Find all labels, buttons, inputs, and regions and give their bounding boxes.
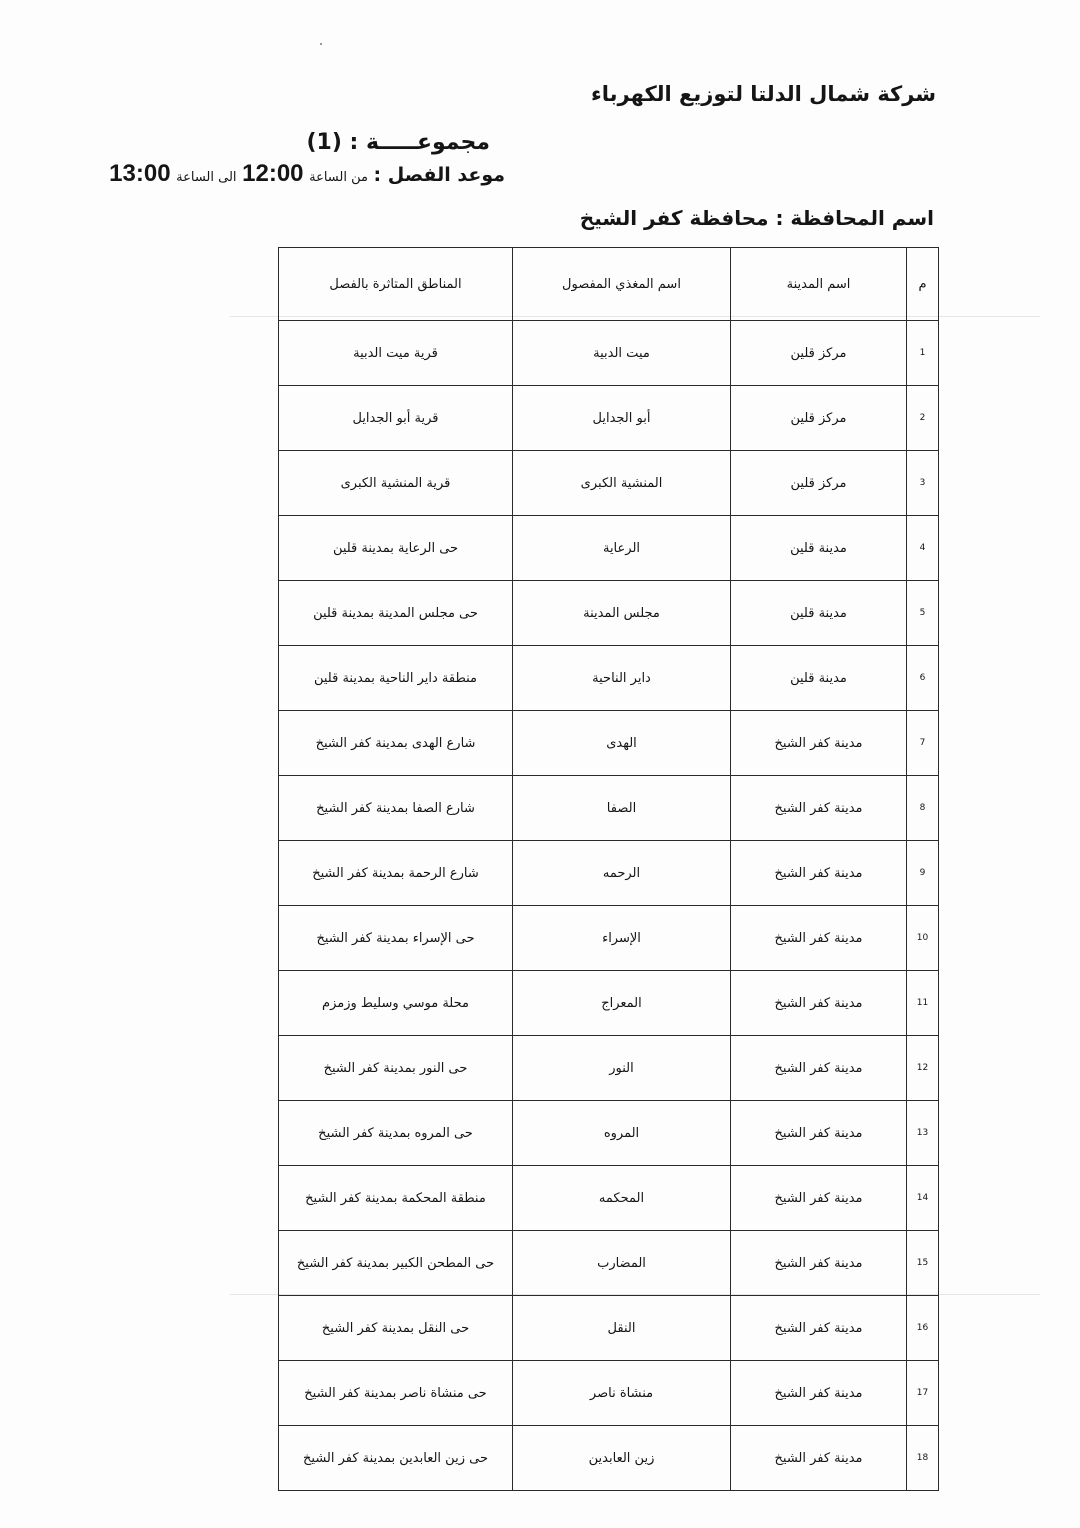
outage-table [278,247,939,1491]
row-feeder: المحكمه [513,1166,731,1231]
table-row [279,1101,939,1166]
table-row [279,581,939,646]
row-affected-areas: شارع الهدى بمدينة كفر الشيخ [279,711,513,776]
row-index: 17 [907,1361,939,1426]
row-city: مركز قلين [731,386,907,451]
row-feeder: المروه [513,1101,731,1166]
row-index: 14 [907,1166,939,1231]
row-index: 9 [907,841,939,906]
row-city: مدينة كفر الشيخ [731,1361,907,1426]
row-affected-areas: حى النور بمدينة كفر الشيخ [279,1036,513,1101]
row-city: مدينة كفر الشيخ [731,1036,907,1101]
from-time: 12:00 [242,160,304,187]
table-row [279,386,939,451]
row-feeder: زين العابدين [513,1426,731,1491]
row-index: 16 [907,1296,939,1361]
table-row [279,1361,939,1426]
row-city: مركز قلين [731,321,907,386]
group-label: مجموعـــــة : (1) [306,130,490,155]
row-feeder: الرحمه [513,841,731,906]
to-label: الى الساعة [176,170,237,185]
row-city: مدينة كفر الشيخ [731,906,907,971]
to-time: 13:00 [109,160,171,187]
row-index: 3 [907,451,939,516]
header-affected-areas: المناطق المتاثرة بالفصل [279,248,513,321]
row-city: مدينة كفر الشيخ [731,841,907,906]
scan-speck [320,43,322,45]
row-city: مدينة قلين [731,581,907,646]
row-index: 7 [907,711,939,776]
row-affected-areas: محلة موسي وسليط وزمزم [279,971,513,1036]
row-index: 4 [907,516,939,581]
header-feeder: اسم المغذي المفصول [513,248,731,321]
row-feeder: أبو الجدايل [513,386,731,451]
company-name: شركة شمال الدلتا لتوزيع الكهرباء [591,82,936,106]
cutoff-time-line [109,160,505,188]
row-index: 12 [907,1036,939,1101]
row-feeder: الرعاية [513,516,731,581]
row-index: 5 [907,581,939,646]
row-feeder: المعراج [513,971,731,1036]
row-index: 2 [907,386,939,451]
table-body [279,321,939,1491]
row-affected-areas: حى الرعاية بمدينة قلين [279,516,513,581]
table-row [279,971,939,1036]
row-affected-areas: حى المطحن الكبير بمدينة كفر الشيخ [279,1231,513,1296]
table-row [279,516,939,581]
from-label: من الساعة [309,170,368,185]
row-feeder: المضارب [513,1231,731,1296]
row-city: مدينة كفر الشيخ [731,1166,907,1231]
table-row [279,711,939,776]
row-index: 13 [907,1101,939,1166]
row-affected-areas: قرية أبو الجدايل [279,386,513,451]
row-city: مدينة كفر الشيخ [731,711,907,776]
row-feeder: المنشية الكبرى [513,451,731,516]
row-index: 8 [907,776,939,841]
table-row [279,776,939,841]
row-feeder: مجلس المدينة [513,581,731,646]
table-row [279,1036,939,1101]
row-city: مركز قلين [731,451,907,516]
row-city: مدينة كفر الشيخ [731,1231,907,1296]
row-affected-areas: حى منشاة ناصر بمدينة كفر الشيخ [279,1361,513,1426]
row-city: مدينة قلين [731,646,907,711]
table-row [279,841,939,906]
row-city: مدينة كفر الشيخ [731,776,907,841]
table-row [279,321,939,386]
row-affected-areas: شارع الصفا بمدينة كفر الشيخ [279,776,513,841]
row-index: 11 [907,971,939,1036]
row-feeder: الهدى [513,711,731,776]
row-affected-areas: منطقة داير الناحية بمدينة قلين [279,646,513,711]
row-affected-areas: حى مجلس المدينة بمدينة قلين [279,581,513,646]
row-index: 15 [907,1231,939,1296]
header-index: م [907,248,939,321]
row-index: 6 [907,646,939,711]
row-feeder: منشاة ناصر [513,1361,731,1426]
row-affected-areas: حى النقل بمدينة كفر الشيخ [279,1296,513,1361]
row-index: 1 [907,321,939,386]
row-feeder: النور [513,1036,731,1101]
row-affected-areas: منطقة المحكمة بمدينة كفر الشيخ [279,1166,513,1231]
table-row [279,646,939,711]
row-feeder: الصفا [513,776,731,841]
governorate-label: اسم المحافظة : محافظة كفر الشيخ [579,206,934,230]
row-affected-areas: قرية ميت الدبية [279,321,513,386]
table-row [279,451,939,516]
row-city: مدينة قلين [731,516,907,581]
header-city: اسم المدينة [731,248,907,321]
table-row [279,1166,939,1231]
row-affected-areas: حى الإسراء بمدينة كفر الشيخ [279,906,513,971]
row-feeder: ميت الدبية [513,321,731,386]
row-feeder: داير الناحية [513,646,731,711]
row-affected-areas: قرية المنشية الكبرى [279,451,513,516]
row-city: مدينة كفر الشيخ [731,1296,907,1361]
row-index: 10 [907,906,939,971]
row-affected-areas: حى زين العابدين بمدينة كفر الشيخ [279,1426,513,1491]
row-feeder: النقل [513,1296,731,1361]
table-row [279,906,939,971]
table-header-row [279,248,939,321]
row-index: 18 [907,1426,939,1491]
table-row [279,1296,939,1361]
row-affected-areas: حى المروه بمدينة كفر الشيخ [279,1101,513,1166]
row-feeder: الإسراء [513,906,731,971]
row-city: مدينة كفر الشيخ [731,1426,907,1491]
row-city: مدينة كفر الشيخ [731,971,907,1036]
table-row [279,1426,939,1491]
table-row [279,1231,939,1296]
outage-table-wrapper [278,247,938,1480]
row-affected-areas: شارع الرحمة بمدينة كفر الشيخ [279,841,513,906]
cutoff-time-label: موعد الفصل : [373,164,505,186]
row-city: مدينة كفر الشيخ [731,1101,907,1166]
